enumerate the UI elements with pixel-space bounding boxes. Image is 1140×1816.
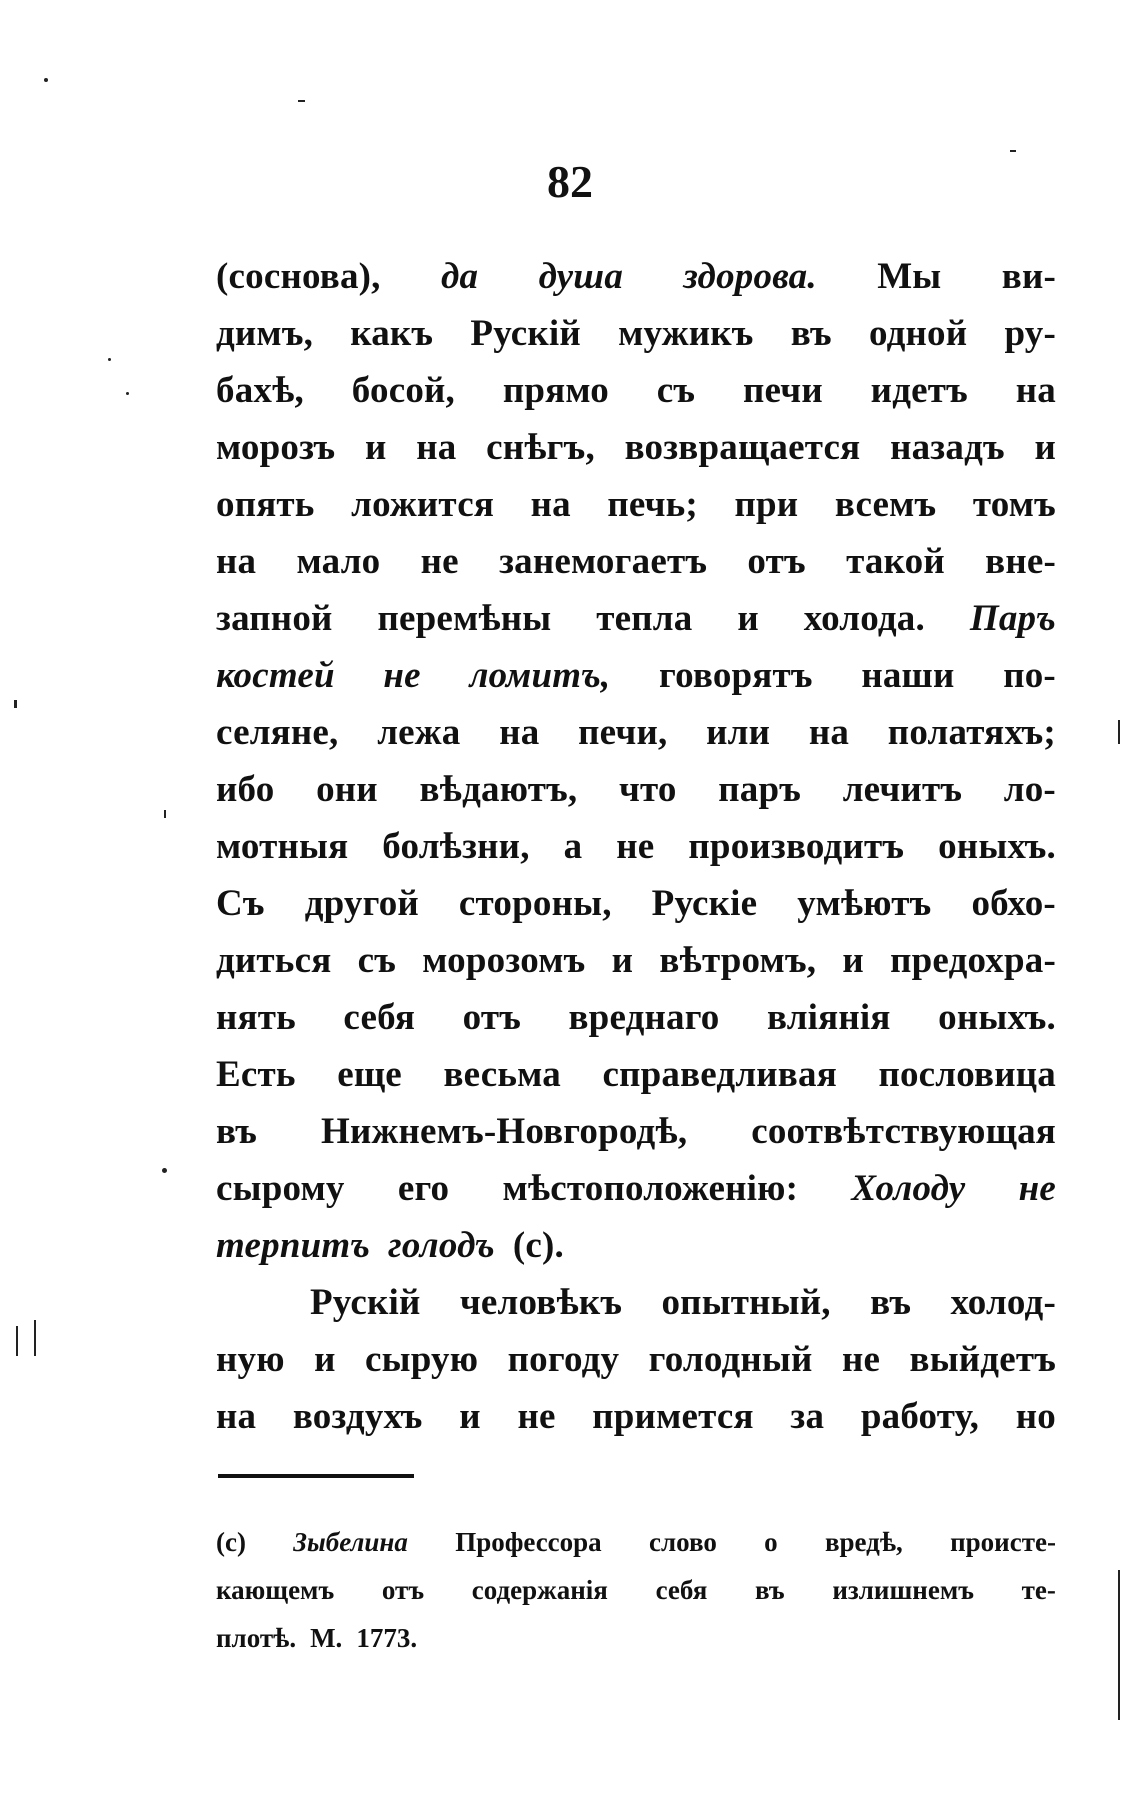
body_lines-line (216, 1331, 1056, 1388)
body_lines-word: и (365, 427, 387, 468)
body_lines-word: воздухъ (292, 1396, 423, 1437)
body_lines-line (216, 533, 1056, 590)
body_lines-word: на (1015, 370, 1056, 411)
body_lines-word: или (706, 712, 771, 753)
body_lines-word: (с). (512, 1225, 564, 1266)
body_lines-word: селяне, (216, 712, 339, 753)
body_lines-word: ви- (1001, 256, 1056, 297)
scan-speck (164, 810, 166, 818)
scan-speck (14, 700, 17, 708)
body_lines-word: вне- (985, 541, 1056, 582)
body_lines-word: работу, (860, 1396, 980, 1437)
footnote_lines-word: (с) (216, 1527, 246, 1557)
body_lines-line (216, 1160, 1056, 1217)
body_lines-word: терпитъ (216, 1225, 371, 1266)
scan-speck (16, 1326, 18, 1356)
body_lines-word: Нижнемъ-Новгородѣ, (321, 1111, 688, 1152)
scan-speck (162, 1168, 167, 1173)
body_lines-word: соотвѣтствующая (751, 1111, 1056, 1152)
body_lines-line (216, 818, 1056, 875)
body_lines-word: примется (592, 1396, 754, 1437)
body_lines-word: голодный (648, 1339, 813, 1380)
body_lines-word: вліянія (767, 997, 891, 1038)
footnote_lines-word: те- (1021, 1575, 1056, 1605)
body_lines-word: на (530, 484, 571, 525)
body_lines-word: печи (743, 370, 823, 411)
body_lines-word: прямо (502, 370, 609, 411)
scan-speck (44, 78, 48, 82)
body_lines-word: оныхъ. (938, 997, 1056, 1038)
body_lines-word: и (314, 1339, 336, 1380)
body_lines-word: погоду (507, 1339, 620, 1380)
body_lines-word: бахѣ, (216, 370, 304, 411)
body_lines-word: сырому (216, 1168, 345, 1209)
footnote-separator (218, 1474, 414, 1478)
body_lines-word: наши (861, 655, 955, 696)
body_lines-word: обхо- (971, 883, 1056, 924)
body_lines-word: ломитъ, (469, 655, 611, 696)
body_lines-word: Съ (216, 883, 265, 924)
body_lines-word: холод- (950, 1282, 1056, 1323)
body_lines-word: ру- (1004, 313, 1056, 354)
body_lines-word: пословица (878, 1054, 1056, 1095)
body_lines-word: идетъ (870, 370, 968, 411)
body_lines-word: сырую (365, 1339, 479, 1380)
page-number: 82 (547, 156, 593, 207)
body_lines-word: человѣкъ (459, 1282, 623, 1323)
body_lines-word: болѣзни, (382, 826, 530, 867)
body_lines-word: и (737, 598, 759, 639)
body_lines-word: лежа (377, 712, 461, 753)
scan-speck (126, 392, 129, 395)
body_lines-word: диться (216, 940, 332, 981)
body_lines-word: не (841, 1339, 881, 1380)
footnote_lines-word: въ (755, 1575, 785, 1605)
scan-speck (298, 100, 305, 102)
body_lines-word: умѣютъ (797, 883, 932, 924)
body_lines-line (216, 932, 1056, 989)
body_lines-line (216, 1046, 1056, 1103)
footnote_lines-word: происте- (950, 1527, 1056, 1557)
body_lines-line (216, 647, 1056, 704)
body_lines-line (216, 761, 1056, 818)
body_lines-word: Паръ (969, 598, 1056, 639)
body_lines-word: его (397, 1168, 450, 1209)
footnote_lines-line (216, 1566, 1056, 1614)
footnote_lines-word: Профессора (455, 1527, 602, 1557)
body_lines-word: опять (216, 484, 315, 525)
body_lines-word: Рускіе (651, 883, 758, 924)
body_lines-word: другой (304, 883, 419, 924)
scan-speck (1010, 150, 1016, 152)
body_lines-word: съ (357, 940, 397, 981)
body_lines-word: Мы (877, 256, 942, 297)
footnote_lines-word: плотѣ. (216, 1623, 297, 1653)
body_lines-word: они (316, 769, 378, 810)
body_lines-word: такой (846, 541, 945, 582)
body_lines-word: на (499, 712, 540, 753)
footnote_lines-line (216, 1518, 1056, 1566)
body_lines-word: не (517, 1396, 556, 1437)
body_lines-word: здорова. (683, 256, 817, 297)
body_lines-word: морозъ (216, 427, 336, 468)
body_lines-word: возвращается (624, 427, 861, 468)
body_lines-word: мѣстоположенію: (502, 1168, 799, 1209)
footnote_lines-word: 1773. (356, 1623, 418, 1653)
body_lines-word: справедливая (602, 1054, 837, 1095)
body_lines-line (216, 875, 1056, 932)
body_lines-word: не (616, 826, 655, 867)
body_lines-word: запной (216, 598, 333, 639)
scan-speck (108, 358, 111, 361)
footnote_lines-word: вредѣ, (824, 1527, 903, 1557)
footnote_lines-line (216, 1614, 1056, 1662)
body_lines-line (216, 590, 1056, 647)
footnote_lines-word: о (764, 1527, 778, 1557)
body_lines-word: душа (538, 256, 624, 297)
body_lines-word: производитъ (688, 826, 905, 867)
body_lines-word: и (459, 1396, 481, 1437)
body_lines-word: и (611, 940, 634, 981)
body_lines-line (216, 704, 1056, 761)
body_lines-word: на (216, 541, 257, 582)
body_lines-word: Есть (216, 1054, 296, 1095)
footnote_lines-word: содержанія (471, 1575, 608, 1605)
body_lines-word: оныхъ. (938, 826, 1056, 867)
body_lines-word: не (420, 541, 459, 582)
body_lines-word: томъ (972, 484, 1056, 525)
body_lines-word: и (842, 940, 864, 981)
body_lines-word: мужикъ (618, 313, 754, 354)
footnote_lines-word: себя (655, 1575, 708, 1605)
body_lines-word: Рускій (470, 313, 581, 354)
body_lines-line (216, 419, 1056, 476)
footnote_lines-word: слово (648, 1527, 717, 1557)
body_lines-word: при (734, 484, 799, 525)
body_lines-word: полатяхъ; (887, 712, 1056, 753)
body_lines-line (216, 1274, 1056, 1331)
body_lines-word: съ (656, 370, 696, 411)
body_lines-word: всемъ (834, 484, 937, 525)
body_lines-word: паръ (718, 769, 802, 810)
body_lines-word: на (416, 427, 457, 468)
main-text (216, 248, 1056, 1445)
body_lines-line (216, 476, 1056, 533)
footnote_lines-word: излишнемъ (832, 1575, 974, 1605)
body_lines-word: костей (216, 655, 335, 696)
body_lines-word: тепла (596, 598, 693, 639)
body_lines-word: лечитъ (842, 769, 963, 810)
body_lines-word: на (216, 1396, 257, 1437)
body_lines-word: одной (868, 313, 968, 354)
footnote_lines-word: кающемъ (216, 1575, 335, 1605)
body_lines-word: за (790, 1396, 825, 1437)
body_lines-word: выйдетъ (909, 1339, 1056, 1380)
body_lines-word: а (563, 826, 583, 867)
body_lines-word: не (1018, 1168, 1056, 1209)
body_lines-word: ибо (216, 769, 275, 810)
body_lines-word: предохра- (890, 940, 1056, 981)
body_lines-word: мало (296, 541, 381, 582)
body_lines-word: себя (343, 997, 416, 1038)
body_lines-word: морозомъ (422, 940, 586, 981)
footnote-block (216, 1518, 1056, 1662)
body_lines-word: вѣтромъ, (659, 940, 817, 981)
body_lines-word: Рускій (310, 1282, 421, 1323)
body_lines-line (216, 1217, 1056, 1274)
body_lines-word: вѣдаютъ, (419, 769, 578, 810)
body_lines-line (216, 248, 1056, 305)
body_lines-word: говорятъ (659, 655, 813, 696)
body_lines-word: опытный, (661, 1282, 831, 1323)
body_lines-word: не (383, 655, 421, 696)
scan-speck (1118, 1570, 1120, 1720)
body_lines-word: димъ, (216, 313, 314, 354)
body_lines-word: въ (870, 1282, 912, 1323)
body_lines-word: назадъ (890, 427, 1005, 468)
body_lines-word: снѣгъ, (486, 427, 595, 468)
body_lines-word: нять (216, 997, 296, 1038)
footnote_lines-word: отъ (381, 1575, 425, 1605)
body_lines-word: ную (216, 1339, 285, 1380)
body_lines-word: еще (337, 1054, 402, 1095)
body_lines-word: голодъ (388, 1225, 495, 1266)
body_lines-line (216, 305, 1056, 362)
footnote_lines-word: М. (310, 1623, 343, 1653)
body_lines-line (216, 989, 1056, 1046)
body_lines-word: въ (216, 1111, 258, 1152)
body_lines-word: въ (790, 313, 832, 354)
body_lines-word: ло- (1003, 769, 1056, 810)
scan-speck (1118, 720, 1120, 744)
body_lines-word: на (808, 712, 850, 753)
body_lines-word: перемѣны (377, 598, 552, 639)
body_lines-word: отъ (462, 997, 521, 1038)
body_lines-line (216, 1103, 1056, 1160)
body_lines-word: (соснова), (216, 256, 381, 297)
body_lines-word: стороны, (458, 883, 612, 924)
body_lines-word: Холоду (851, 1168, 966, 1209)
body_lines-word: занемогаетъ (499, 541, 708, 582)
body_lines-word: ложится (351, 484, 495, 525)
body_lines-word: босой, (351, 370, 455, 411)
body_lines-word: что (618, 769, 677, 810)
body_lines-word: холода. (803, 598, 925, 639)
body_lines-word: по- (1003, 655, 1056, 696)
body_lines-word: да (440, 256, 479, 297)
body_lines-word: вреднаго (568, 997, 720, 1038)
body_lines-word: печь; (607, 484, 698, 525)
body_lines-word: и (1034, 427, 1056, 468)
body_lines-word: печи, (578, 712, 668, 753)
body_lines-line (216, 1388, 1056, 1445)
scan-speck (34, 1320, 36, 1356)
body_lines-line (216, 362, 1056, 419)
footnote_lines-word: Зыбелина (293, 1527, 408, 1557)
body_lines-word: мотныя (216, 826, 349, 867)
body_lines-word: весьма (443, 1054, 561, 1095)
body_lines-word: но (1015, 1396, 1056, 1437)
body_lines-word: отъ (747, 541, 806, 582)
body_lines-word: какъ (350, 313, 434, 354)
